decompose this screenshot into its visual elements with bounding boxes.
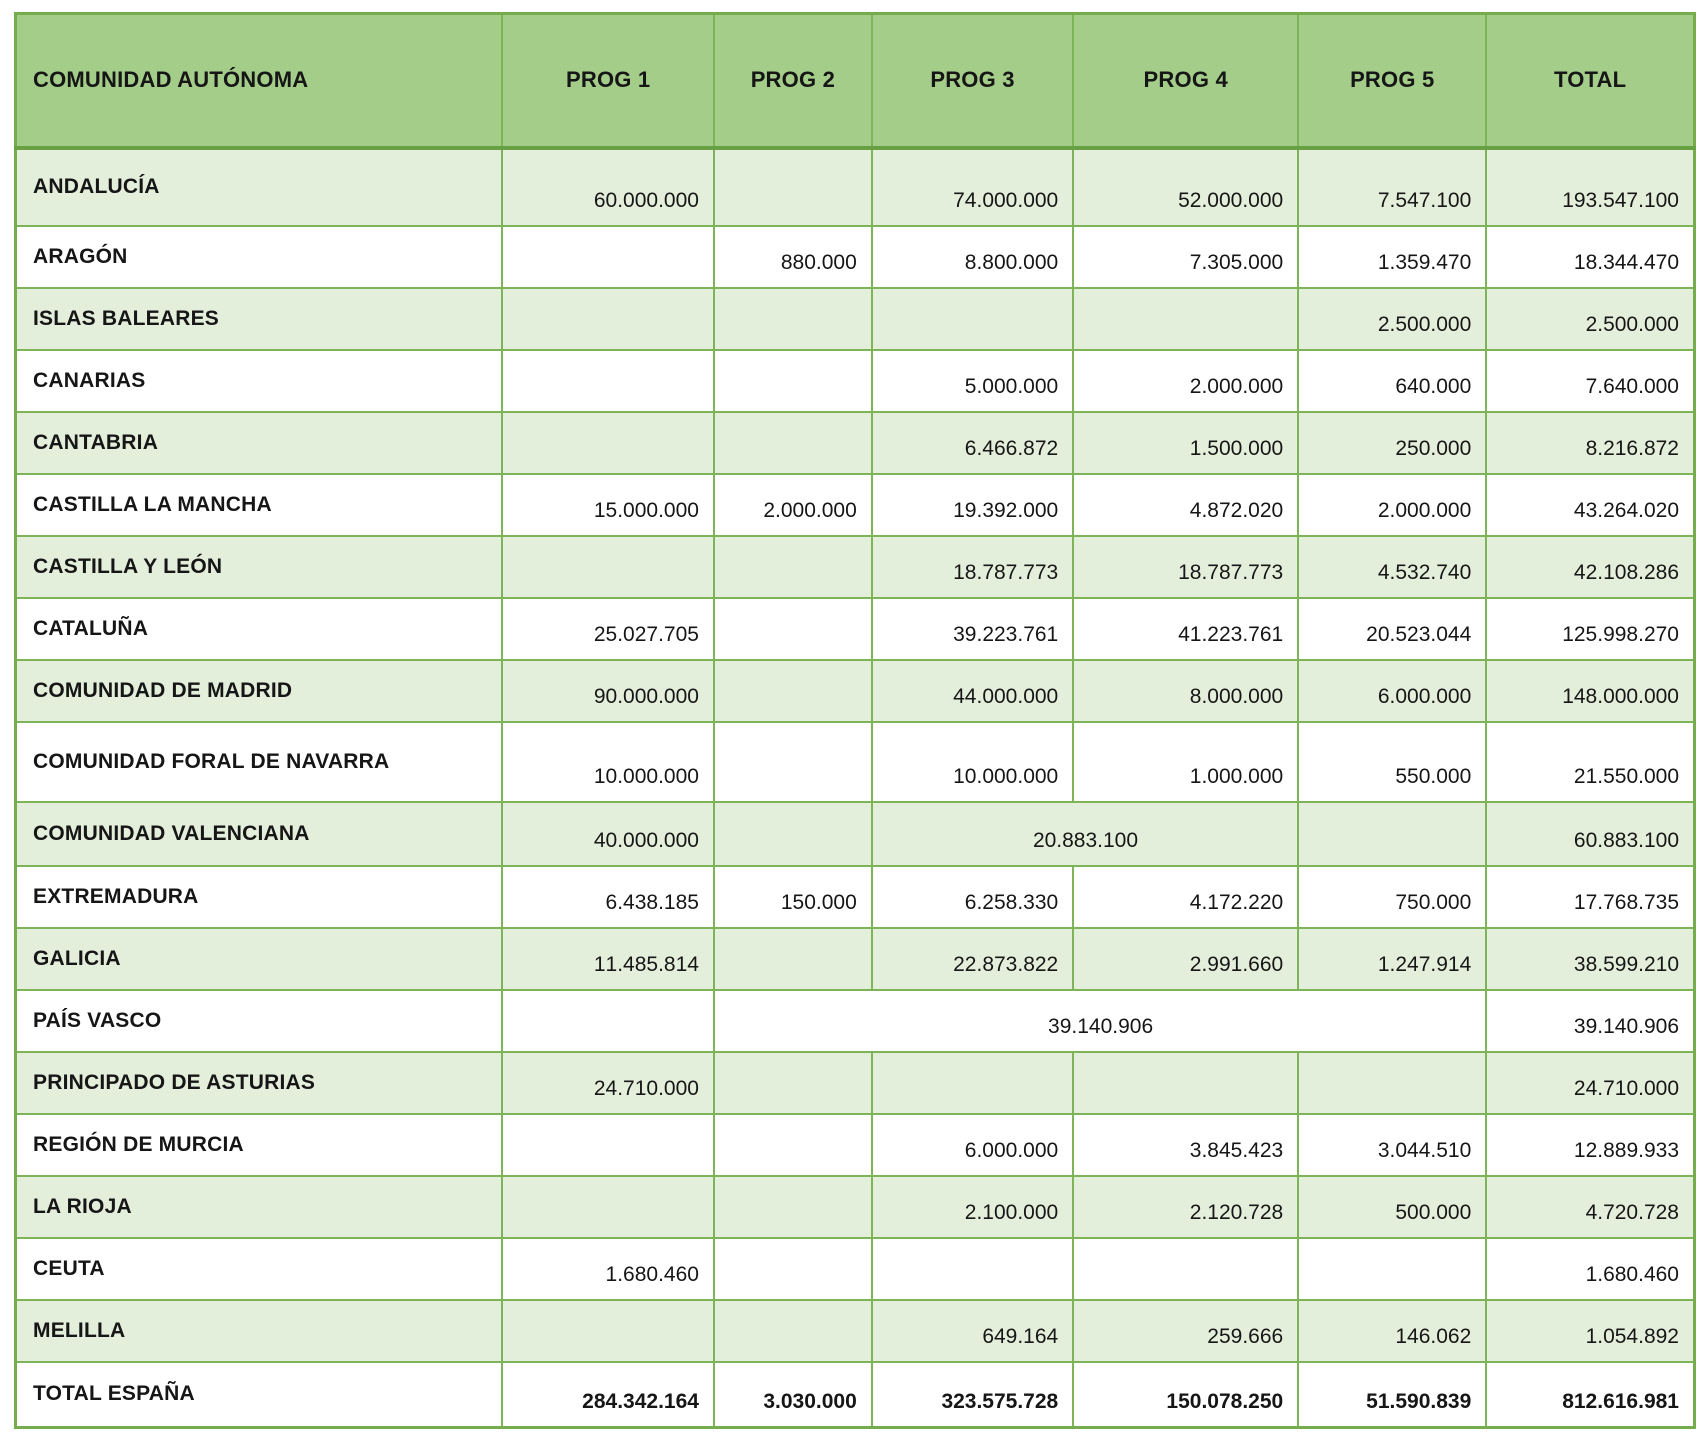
cell-prog4: 2.000.000 [1073,350,1298,412]
cell-prog2 [714,412,872,474]
cell-prog5 [1298,1238,1486,1300]
cell-prog1: 1.680.460 [502,1238,714,1300]
cell-prog1: 24.710.000 [502,1052,714,1114]
cell-prog4: 2.991.660 [1073,928,1298,990]
cell-prog1 [502,350,714,412]
table-row [16,1362,1695,1428]
cell-prog2 [714,1238,872,1300]
cell-prog2: 2.000.000 [714,474,872,536]
cell-prog5: 2.500.000 [1298,288,1486,350]
table-header-row [16,14,1695,148]
table-row [16,148,1695,226]
table-row [16,288,1695,350]
cell-prog5 [1298,1052,1486,1114]
table-row [16,660,1695,722]
cell-prog2 [714,350,872,412]
table-row [16,1052,1695,1114]
cell-prog4: 4.872.020 [1073,474,1298,536]
cell-prog4: 18.787.773 [1073,536,1298,598]
cell-total: 17.768.735 [1486,866,1694,928]
row-label: CASTILLA Y LEÓN [16,536,503,598]
row-label: CATALUÑA [16,598,503,660]
table-row [16,350,1695,412]
cell-prog3 [872,1238,1073,1300]
cell-prog5: 146.062 [1298,1300,1486,1362]
cell-total: 4.720.728 [1486,1176,1694,1238]
cell-prog5: 640.000 [1298,350,1486,412]
table-row [16,1300,1695,1362]
table-row [16,1238,1695,1300]
cell-prog1: 15.000.000 [502,474,714,536]
cell-prog4: 8.000.000 [1073,660,1298,722]
cell-prog4 [1073,288,1298,350]
cell-prog5: 20.523.044 [1298,598,1486,660]
cell-total: 39.140.906 [1486,990,1694,1052]
cell-total: 38.599.210 [1486,928,1694,990]
cell-prog4: 4.172.220 [1073,866,1298,928]
cell-prog2 [714,288,872,350]
row-label: COMUNIDAD FORAL DE NAVARRA [16,722,503,802]
cell-prog3 [872,288,1073,350]
cell-prog4: 3.845.423 [1073,1114,1298,1176]
cell-prog1: 40.000.000 [502,802,714,866]
cell-prog3: 74.000.000 [872,148,1073,226]
cell-prog3: 323.575.728 [872,1362,1073,1428]
row-label: PAÍS VASCO [16,990,503,1052]
cell-prog5: 500.000 [1298,1176,1486,1238]
cell-prog1 [502,536,714,598]
cell-prog1 [502,226,714,288]
cell-prog5: 2.000.000 [1298,474,1486,536]
cell-prog1: 60.000.000 [502,148,714,226]
cell-prog2 [714,660,872,722]
cell-prog4: 7.305.000 [1073,226,1298,288]
cell-prog1 [502,990,714,1052]
row-label: CANTABRIA [16,412,503,474]
cell-prog3: 10.000.000 [872,722,1073,802]
cell-prog5: 3.044.510 [1298,1114,1486,1176]
row-label: MELILLA [16,1300,503,1362]
table-row [16,474,1695,536]
column-header-total: TOTAL [1486,14,1694,148]
cell-total: 42.108.286 [1486,536,1694,598]
cell-prog5: 250.000 [1298,412,1486,474]
cell-prog1: 25.027.705 [502,598,714,660]
cell-prog3: 39.223.761 [872,598,1073,660]
cell-prog5: 1.359.470 [1298,226,1486,288]
column-header-prog5: PROG 5 [1298,14,1486,148]
table-row [16,536,1695,598]
column-header-name: COMUNIDAD AUTÓNOMA [16,14,503,148]
cell-prog3: 8.800.000 [872,226,1073,288]
cell-prog4: 52.000.000 [1073,148,1298,226]
cell-prog1 [502,1114,714,1176]
row-label: EXTREMADURA [16,866,503,928]
cell-prog2 [714,148,872,226]
cell-prog3: 6.000.000 [872,1114,1073,1176]
table-row [16,990,1695,1052]
column-header-prog2: PROG 2 [714,14,872,148]
column-header-prog3: PROG 3 [872,14,1073,148]
cell-prog3 [872,1052,1073,1114]
cell-prog2 [714,1052,872,1114]
cell-prog4 [1073,1052,1298,1114]
row-label: REGIÓN DE MURCIA [16,1114,503,1176]
cell-prog3: 6.258.330 [872,866,1073,928]
row-label: CEUTA [16,1238,503,1300]
cell-total: 24.710.000 [1486,1052,1694,1114]
table-row [16,802,1695,866]
cell-prog2 [714,722,872,802]
table-row [16,866,1695,928]
row-label: ANDALUCÍA [16,148,503,226]
cell-prog4: 41.223.761 [1073,598,1298,660]
cell-prog3: 22.873.822 [872,928,1073,990]
cell-prog4: 1.500.000 [1073,412,1298,474]
cell-prog5: 51.590.839 [1298,1362,1486,1428]
row-label: ISLAS BALEARES [16,288,503,350]
cell-total: 125.998.270 [1486,598,1694,660]
cell-prog1 [502,1176,714,1238]
row-label: COMUNIDAD VALENCIANA [16,802,503,866]
table-row [16,226,1695,288]
cell-prog5: 7.547.100 [1298,148,1486,226]
cell-prog1: 90.000.000 [502,660,714,722]
cell-prog2 [714,1114,872,1176]
cell-prog1 [502,288,714,350]
row-label: TOTAL ESPAÑA [16,1362,503,1428]
table-row [16,412,1695,474]
cell-prog2 [714,1300,872,1362]
table-row [16,722,1695,802]
cell-prog4: 150.078.250 [1073,1362,1298,1428]
cell-total: 812.616.981 [1486,1362,1694,1428]
merged-cell: 20.883.100 [872,802,1298,866]
cell-prog4: 259.666 [1073,1300,1298,1362]
cell-total: 2.500.000 [1486,288,1694,350]
cell-prog5: 6.000.000 [1298,660,1486,722]
table-row [16,928,1695,990]
row-label: CASTILLA LA MANCHA [16,474,503,536]
column-header-prog4: PROG 4 [1073,14,1298,148]
cell-prog4: 1.000.000 [1073,722,1298,802]
row-label: PRINCIPADO DE ASTURIAS [16,1052,503,1114]
cell-prog4: 2.120.728 [1073,1176,1298,1238]
cell-prog5: 4.532.740 [1298,536,1486,598]
cell-total: 8.216.872 [1486,412,1694,474]
column-header-prog1: PROG 1 [502,14,714,148]
row-label: LA RIOJA [16,1176,503,1238]
cell-total: 148.000.000 [1486,660,1694,722]
cell-prog3: 6.466.872 [872,412,1073,474]
cell-prog2 [714,802,872,866]
cell-total: 12.889.933 [1486,1114,1694,1176]
cell-prog5 [1298,802,1486,866]
cell-prog1 [502,412,714,474]
budget-table [14,12,1696,1429]
cell-prog4 [1073,1238,1298,1300]
cell-prog2: 3.030.000 [714,1362,872,1428]
cell-total: 18.344.470 [1486,226,1694,288]
cell-prog3: 44.000.000 [872,660,1073,722]
cell-prog5: 1.247.914 [1298,928,1486,990]
cell-prog3: 5.000.000 [872,350,1073,412]
cell-prog5: 550.000 [1298,722,1486,802]
cell-total: 43.264.020 [1486,474,1694,536]
cell-total: 1.680.460 [1486,1238,1694,1300]
row-label: CANARIAS [16,350,503,412]
cell-prog1: 10.000.000 [502,722,714,802]
table-body [16,148,1695,1428]
cell-total: 7.640.000 [1486,350,1694,412]
cell-prog2: 150.000 [714,866,872,928]
cell-prog2 [714,928,872,990]
cell-total: 60.883.100 [1486,802,1694,866]
table-row [16,1114,1695,1176]
row-label: COMUNIDAD DE MADRID [16,660,503,722]
cell-prog2 [714,1176,872,1238]
cell-prog2 [714,536,872,598]
merged-cell: 39.140.906 [714,990,1486,1052]
cell-total: 1.054.892 [1486,1300,1694,1362]
cell-prog2 [714,598,872,660]
cell-prog1: 284.342.164 [502,1362,714,1428]
cell-prog3: 18.787.773 [872,536,1073,598]
cell-total: 193.547.100 [1486,148,1694,226]
cell-prog1: 11.485.814 [502,928,714,990]
cell-prog1: 6.438.185 [502,866,714,928]
row-label: GALICIA [16,928,503,990]
cell-prog3: 2.100.000 [872,1176,1073,1238]
cell-prog1 [502,1300,714,1362]
row-label: ARAGÓN [16,226,503,288]
table-row [16,1176,1695,1238]
cell-prog5: 750.000 [1298,866,1486,928]
cell-total: 21.550.000 [1486,722,1694,802]
table-row [16,598,1695,660]
cell-prog3: 649.164 [872,1300,1073,1362]
cell-prog3: 19.392.000 [872,474,1073,536]
cell-prog2: 880.000 [714,226,872,288]
